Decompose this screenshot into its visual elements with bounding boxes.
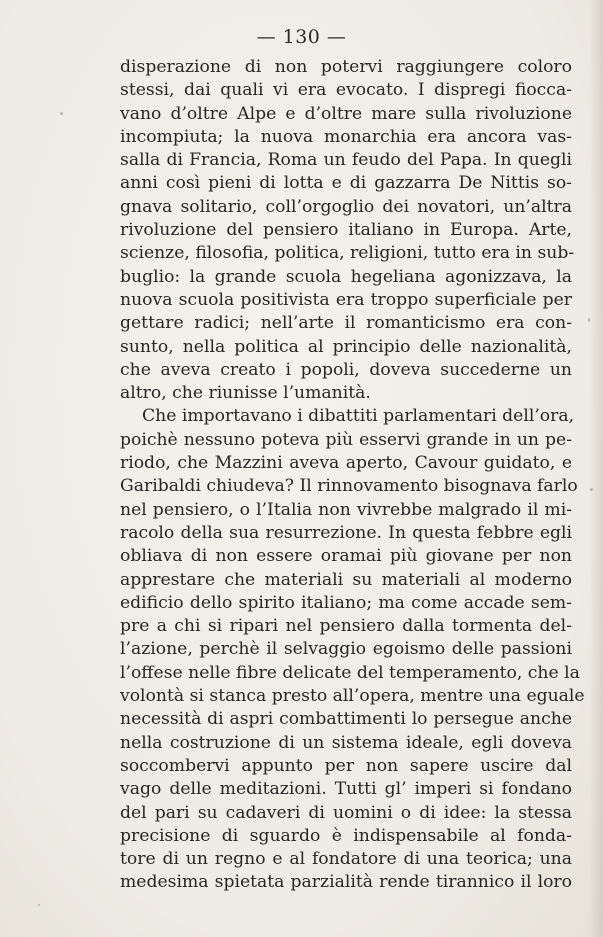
text-line: scienze, filosofia, politica, religioni, tutto era in sub- (120, 243, 575, 264)
page-edge-shadow (589, 0, 603, 937)
text-line: nel pensiero, o l’Italia non vivrebbe malgrado il mi- (120, 499, 572, 520)
text-line: del pari su cadaveri di uomini o di idee: la stessa (120, 802, 572, 823)
text-line: stessi, dai quali vi era evocato. I dispregi fiocca- (120, 80, 572, 101)
text-line: gettare radici; nell’arte il romanticismo era con- (120, 313, 572, 334)
paragraph-1 (120, 56, 575, 405)
text-line: obliava di non essere oramai più giovane per non (120, 546, 572, 567)
text-line: sunto, nella politica al principio delle nazionalità, (120, 336, 572, 357)
paper-speck (590, 488, 593, 491)
text-line: gnava solitario, coll’orgoglio dei novatori, un’altra (120, 196, 572, 217)
text-line: disperazione di non potervi raggiungere coloro (120, 57, 572, 77)
text-line: vano d’oltre Alpe e d’oltre mare sulla rivoluzione (120, 103, 572, 124)
text-line: edificio dello spirito italiano; ma come accade sem- (120, 592, 572, 613)
text-line: Che importavano i dibattiti parlamentari dell’ora, (142, 406, 575, 427)
text-line: altro, che riunisse l’umanità. (120, 383, 371, 404)
body-text (120, 56, 585, 895)
text-line: nuova scuola positivista era troppo superficiale per (120, 289, 572, 310)
paragraph-2 (120, 405, 585, 894)
text-line: nella costruzione di un sistema ideale, egli doveva (120, 732, 572, 753)
text-line: vago delle meditazioni. Tutti gl’ imperi si fondano (120, 779, 572, 800)
text-line: tore di un regno e al fondatore di una teorica; una (120, 849, 572, 870)
text-line: necessità di aspri combattimenti lo persegue anche (120, 709, 572, 730)
text-line: soccombervi appunto per non sapere uscire dal (120, 755, 572, 776)
text-line: pre a chi si ripari nel pensiero dalla tormenta del- (120, 616, 572, 637)
text-line: che aveva creato i popoli, doveva succederne un (120, 359, 572, 380)
text-line: rivoluzione del pensiero italiano in Europa. Arte, (120, 220, 572, 241)
paper-speck (60, 112, 63, 115)
paper-speck (588, 318, 590, 322)
text-line: buglio: la grande scuola hegeliana agonizzava, la (120, 266, 572, 287)
text-line: volontà si stanca presto all’opera, mentre una eguale (120, 686, 585, 707)
text-line: precisione di sguardo è indispensabile al fonda- (120, 825, 572, 846)
page-number: — 130 — (256, 26, 347, 48)
text-line: l’offese nelle fibre delicate del temperamento, che la (120, 662, 580, 683)
text-line: l’azione, perchè il selvaggio egoismo delle passioni (120, 639, 572, 660)
text-line: medesima spietata parzialità rende tirannico il loro (120, 872, 572, 893)
text-line: racolo della sua resurrezione. In questa febbre egli (120, 522, 572, 543)
text-line: anni così pieni di lotta e di gazzarra De Nittis so- (120, 173, 572, 194)
text-line: apprestare che materiali su materiali al moderno (120, 569, 572, 590)
paper-speck (38, 904, 40, 906)
text-line: Garibaldi chiudeva? Il rinnovamento bisognava farlo (120, 476, 578, 497)
text-line: salla di Francia, Roma un feudo del Papa. In quegli (120, 150, 572, 171)
text-line: poichè nessuno poteva più esservi grande in un pe- (120, 429, 572, 450)
text-line: riodo, che Mazzini aveva aperto, Cavour guidato, e (120, 453, 572, 474)
text-line: incompiuta; la nuova monarchia era ancora vas- (120, 126, 572, 147)
